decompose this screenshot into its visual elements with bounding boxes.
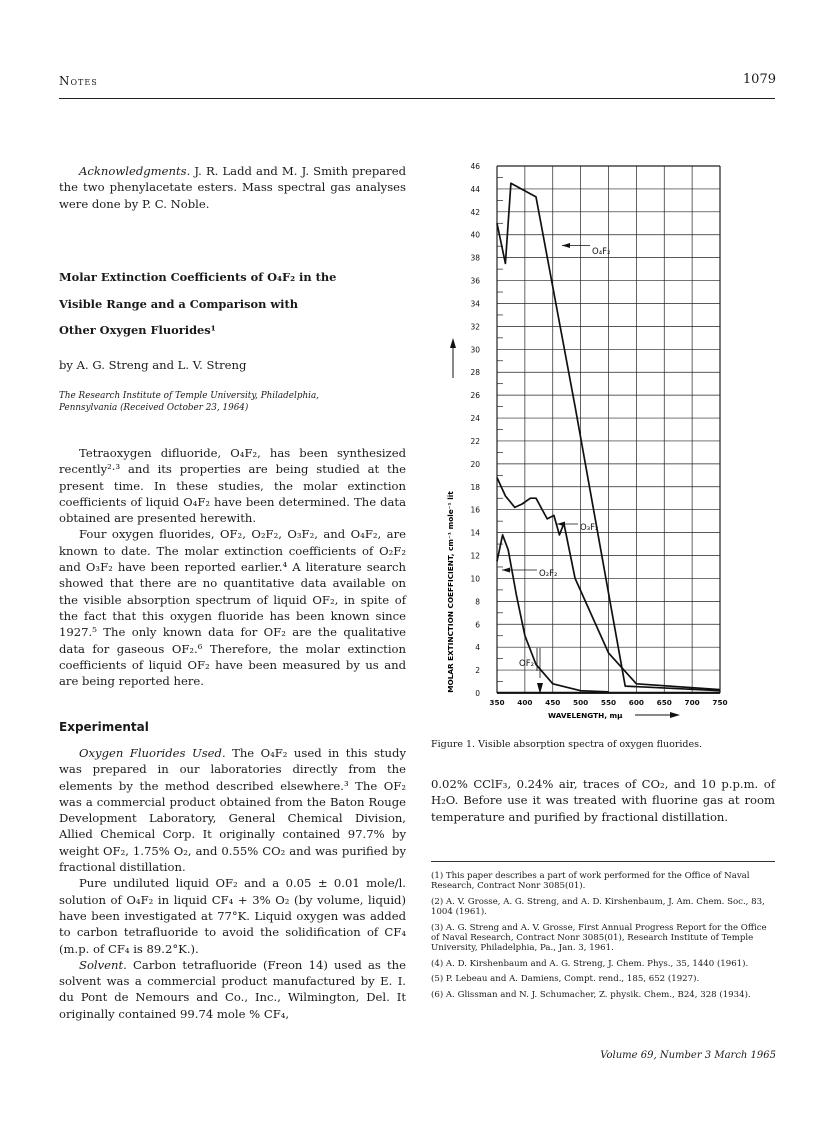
y-tick-label: 42 — [470, 207, 480, 217]
series-label-o4f2: O₄F₂ — [592, 247, 611, 257]
header-rule — [59, 98, 775, 99]
y-tick-label: 2 — [475, 666, 480, 676]
series-label-o3f2: O₃F₂ — [580, 523, 599, 533]
y-tick-label: 28 — [470, 368, 480, 378]
y-tick-label: 12 — [470, 551, 480, 561]
page-footer: Volume 69, Number 3 March 1965 — [600, 1050, 776, 1061]
y-tick-label: 44 — [470, 184, 480, 194]
y-tick-label: 32 — [470, 322, 480, 332]
y-tick-label: 14 — [470, 528, 480, 538]
footnotes — [431, 871, 775, 1000]
y-tick-label: 0 — [475, 689, 480, 698]
y-tick-label: 30 — [470, 345, 480, 355]
y-axis-label: MOLAR EXTINCTION COEFFICIENT, cm⁻¹ mole⁻¹ lit — [446, 491, 455, 693]
affiliation — [59, 391, 406, 414]
series-label-of2: OF₂ — [519, 659, 534, 669]
x-tick-label: 500 — [573, 698, 589, 707]
footnote: (3) A. G. Streng and A. V. Grosse, First Annual Progress Report for the Office of Naval Research, Contract Nonr 3085(01), Research Institute of Temple University, Philadelphia, Pa., Jan. 3, 1961. — [431, 922, 767, 954]
x-tick-label: 450 — [545, 698, 561, 707]
series-labels — [502, 243, 610, 694]
section-heading-experimental: Experimental — [59, 720, 149, 734]
paragraph-text: Carbon tetrafluoride (Freon 14) used as the solvent was a commercial product manufactured by E. I. du Pont de Nemours and Co., Inc., Wilmington, Del. It originally contained 99.74 mole % CF₄, — [59, 957, 406, 1021]
y-tick-label: 22 — [470, 436, 480, 446]
acknowledgments — [59, 163, 406, 212]
affiliation-line: Pennsylvania (Received October 23, 1964) — [59, 402, 249, 413]
title-line: Other Oxygen Fluorides¹ — [59, 323, 216, 337]
figure-caption: Figure 1. Visible absorption spectra of oxygen fluorides. — [431, 739, 703, 750]
chart-grid — [497, 166, 720, 693]
y-tick-label: 16 — [470, 505, 480, 515]
figure-1-chart — [440, 160, 740, 725]
affiliation-line: The Research Institute of Temple University, Philadelphia, — [59, 391, 319, 401]
y-tick-label: 40 — [470, 230, 480, 240]
paragraph-label: Solvent. — [79, 957, 127, 972]
intro-paragraph: Tetraoxygen difluoride, O₄F₂, has been synthesized recently²·³ and its properties are being studied at the present time. In these studies, the molar extinction coefficients of liquid O₄F₂ have been determined. The data obtained are presented herewith. — [59, 446, 406, 526]
x-axis-label: WAVELENGTH, mμ — [548, 711, 623, 720]
y-tick-label: 18 — [470, 482, 480, 492]
intro-paragraph: Four oxygen fluorides, OF₂, O₂F₂, O₃F₂, and O₄F₂, are known to date. The molar extinction coefficients of O₂F₂ and O₃F₂ have been reported earlier.⁴ A literature search showed that there are no quantitative data available on the visible absorption spectrum of liquid OF₂, in spite of the fact that this oxygen fluoride has been known since 1927.⁵ The only known data for OF₂ are the qualitative data for gaseous OF₂.⁶ Therefore, the molar extinction coefficients of liquid OF₂ have been measured by us and are being reported here. — [59, 527, 406, 689]
x-tick-label: 650 — [656, 698, 672, 707]
byline: by A. G. Streng and L. V. Streng — [59, 358, 247, 372]
series-label-o2f2: O₂F₂ — [539, 569, 558, 579]
x-tick-label: 600 — [628, 698, 644, 707]
x-tick-label: 350 — [489, 698, 505, 707]
experimental-body — [59, 745, 406, 1022]
y-tick-label: 10 — [470, 574, 480, 584]
footnote: (6) A. Glissman and N. J. Schumacher, Z. physik. Chem., B24, 328 (1934). — [431, 989, 751, 1000]
x-tick-label: 700 — [684, 698, 700, 707]
footnote-rule — [431, 861, 775, 862]
y-tick-labels — [470, 162, 480, 698]
x-tick-label: 550 — [600, 698, 617, 707]
y-tick-label: 6 — [475, 620, 480, 630]
y-tick-label: 46 — [470, 162, 480, 171]
x-tick-label: 400 — [517, 698, 533, 707]
intro — [59, 445, 406, 689]
y-tick-label: 34 — [470, 299, 480, 309]
footnote: (2) A. V. Grosse, A. G. Streng, and A. D. Kirshenbaum, J. Am. Chem. Soc., 83, 1004 (1961). — [431, 896, 765, 918]
acknowledgments-text: J. R. Ladd and M. J. Smith prepared the two phenylacetate esters. Mass spectral gas analyses were done by P. C. Noble. — [59, 164, 406, 211]
paragraph-label: Oxygen Fluorides Used. — [79, 746, 226, 760]
title-line: Molar Extinction Coefficients of O₄F₂ in the — [59, 270, 337, 284]
y-tick-label: 4 — [475, 643, 480, 653]
footnote: (4) A. D. Kirshenbaum and A. G. Streng, J. Chem. Phys., 35, 1440 (1961). — [431, 958, 749, 969]
acknowledgments-label: Acknowledgments. — [79, 164, 191, 178]
x-tick-label: 750 — [712, 698, 728, 707]
paragraph-text: The O₄F₂ used in this study was prepared in our laboratories directly from the elements by the method described elsewhere.³ The OF₂ was a commercial product obtained from the Baton Rouge Development Laboratory, General Chemical Division, Allied Chemical Corp. It originally contained 97.7% by weight OF₂, 1.75% O₂, and 0.55% CO₂ and was purified by fractional distillation. — [59, 746, 406, 875]
right-column-text — [431, 776, 775, 825]
paragraph-text: Pure undiluted liquid OF₂ and a 0.05 ± 0.01 mole/l. solution of O₄F₂ in liquid CF₄ + 3% O₂ (by volume, liquid) have been investigated at 77°K. Liquid oxygen was added to carbon tetrafluoride to avoid the solidification of CF₄ (m.p. of CF₄ is 89.2°K.). — [59, 876, 406, 956]
article-title — [59, 264, 406, 344]
y-tick-label: 20 — [470, 459, 480, 469]
page-number: 1079 — [742, 72, 776, 87]
running-head: Notes — [59, 74, 98, 88]
footnote: (5) P. Lebeau and A. Damiens, Compt. rend., 185, 652 (1927). — [431, 974, 700, 985]
footnote: (1) This paper describes a part of work performed for the Office of Naval Research, Contract Nonr 3085(01). — [431, 871, 750, 892]
y-tick-label: 36 — [470, 276, 480, 286]
y-tick-label: 38 — [470, 253, 480, 263]
paragraph-text: 0.02% CClF₃, 0.24% air, traces of CO₂, and 10 p.p.m. of H₂O. Before use it was treated with fluorine gas at room temperature and purified by fractional distillation. — [431, 777, 775, 824]
y-tick-label: 26 — [470, 391, 480, 401]
x-tick-labels — [489, 698, 727, 707]
title-line: Visible Range and a Comparison with — [59, 296, 299, 311]
y-tick-label: 24 — [470, 414, 480, 424]
y-tick-label: 8 — [475, 597, 480, 607]
